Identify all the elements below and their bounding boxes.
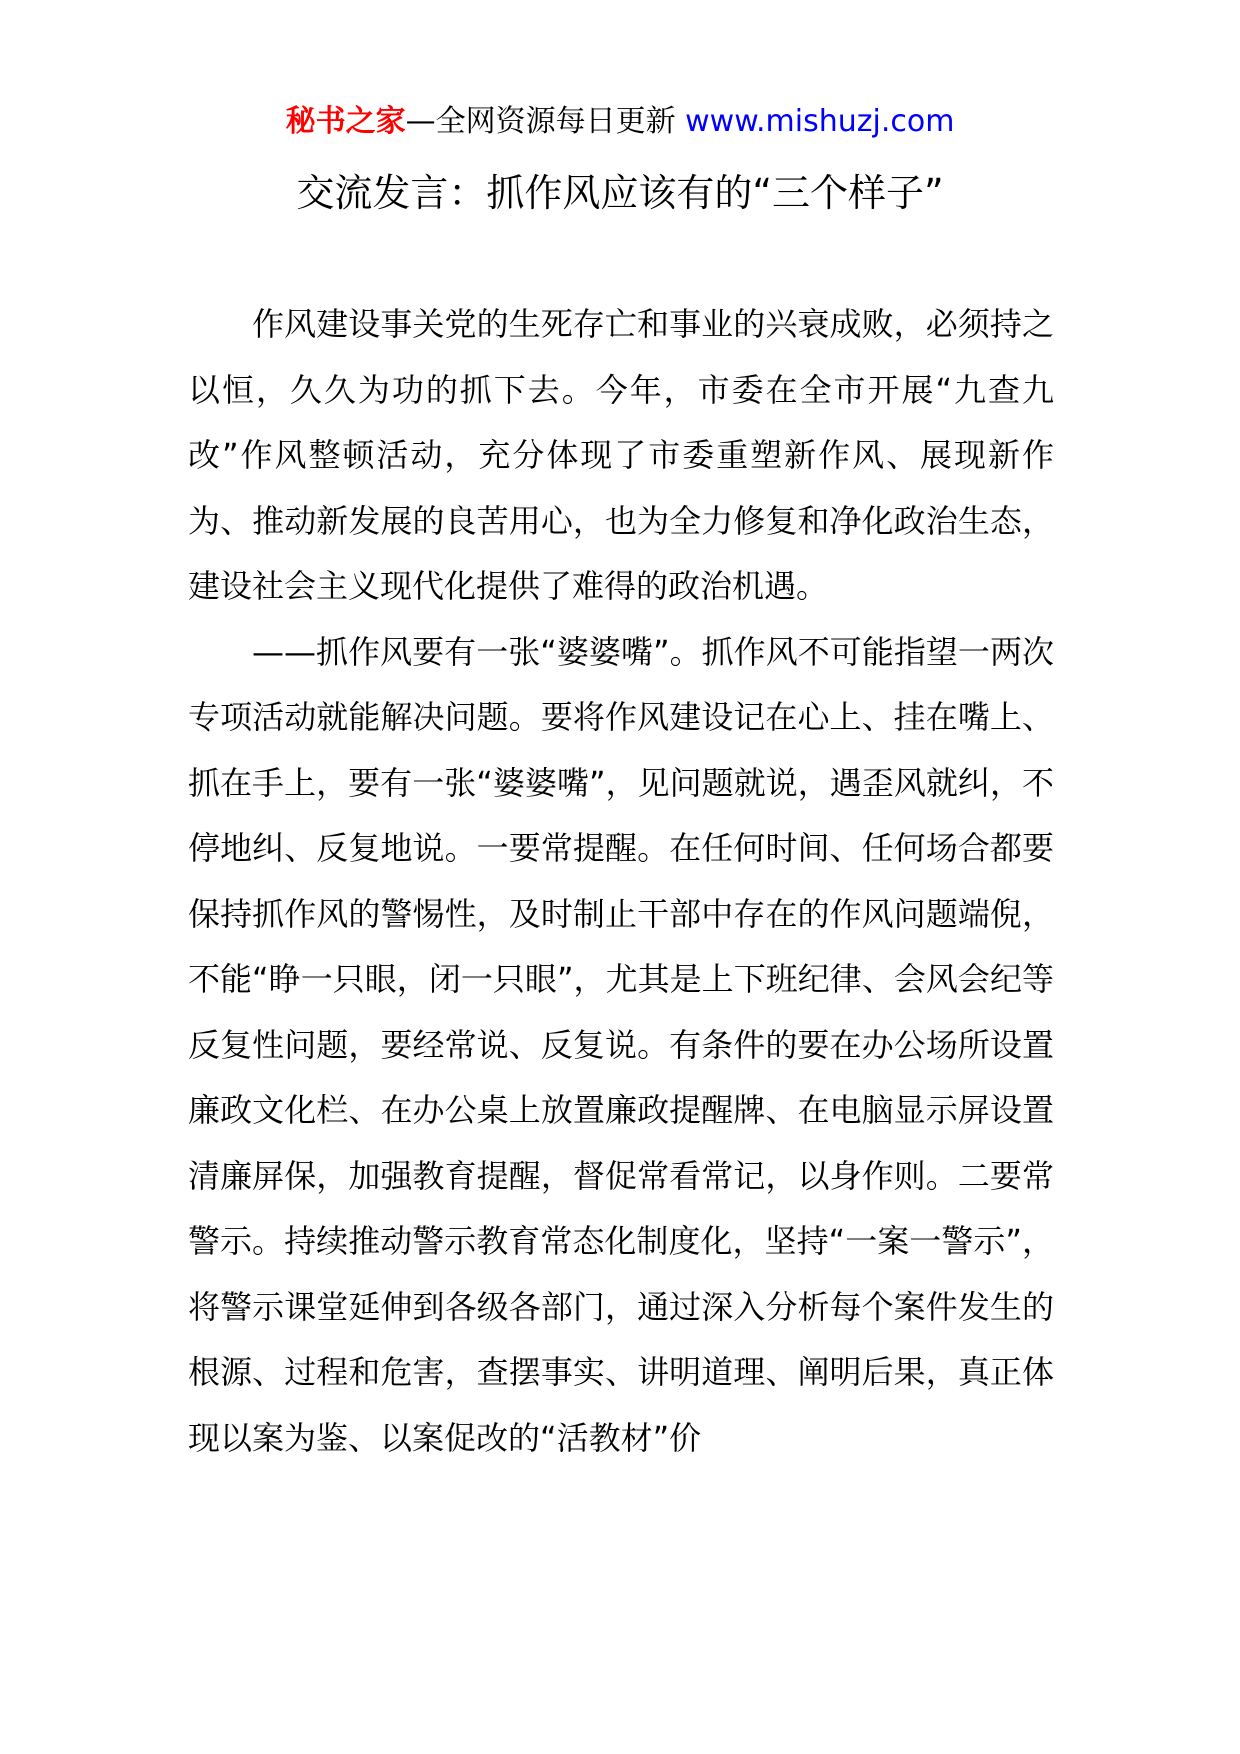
document-title: 交流发言：抓作风应该有的“三个样子”: [296, 171, 944, 215]
paragraph-section-1: ——抓作风要有一张“婆婆嘴”。抓作风不可能指望一两次专项活动就能解决问题。要将作风建设记在心上、挂在嘴上、抓在手上，要有一张“婆婆嘴”，见问题就说，遇歪风就纠，不停地纠、反复地说。一要常提醒。在任何时间、任何场合都要保持抓作风的警惕性，及时制止干部中存在的作风问题端倪，不能“睁一只眼，闭一只眼”，尤其是上下班纪律、会风会纪等反复性问题，要经常说、反复说。有条件的要在办公场所设置廉政文化栏、在办公桌上放置廉政提醒牌、在电脑显示屏设置清廉屏保，加强教育提醒，督促常看常记，以身作则。二要常警示。持续推动警示教育常态化制度化，坚持“一案一警示”，将警示课堂延伸到各级各部门，通过深入分析每个案件发生的根源、过程和危害，查摆事实、讲明道理、阐明后果，真正体现以案为鉴、以案促改的“活教材”价: [188, 632, 1054, 1457]
header-slogan: —全网资源每日更新: [405, 104, 686, 139]
document-body: [188, 292, 1054, 1471]
site-url-link[interactable]: www.mishuzj.com: [685, 104, 955, 139]
paragraph-intro: 作风建设事关党的生死存亡和事业的兴衰成败，必须持之以恒，久久为功的抓下去。今年，市委在全市开展“九查九改”作风整顿活动，充分体现了市委重塑新作风、展现新作为、推动新发展的良苦用心，也为全力修复和净化政治生态，建设社会主义现代化提供了难得的政治机遇。: [188, 305, 1054, 605]
watermark-header: [0, 102, 1240, 142]
brand-name: 秘书之家: [285, 104, 406, 139]
